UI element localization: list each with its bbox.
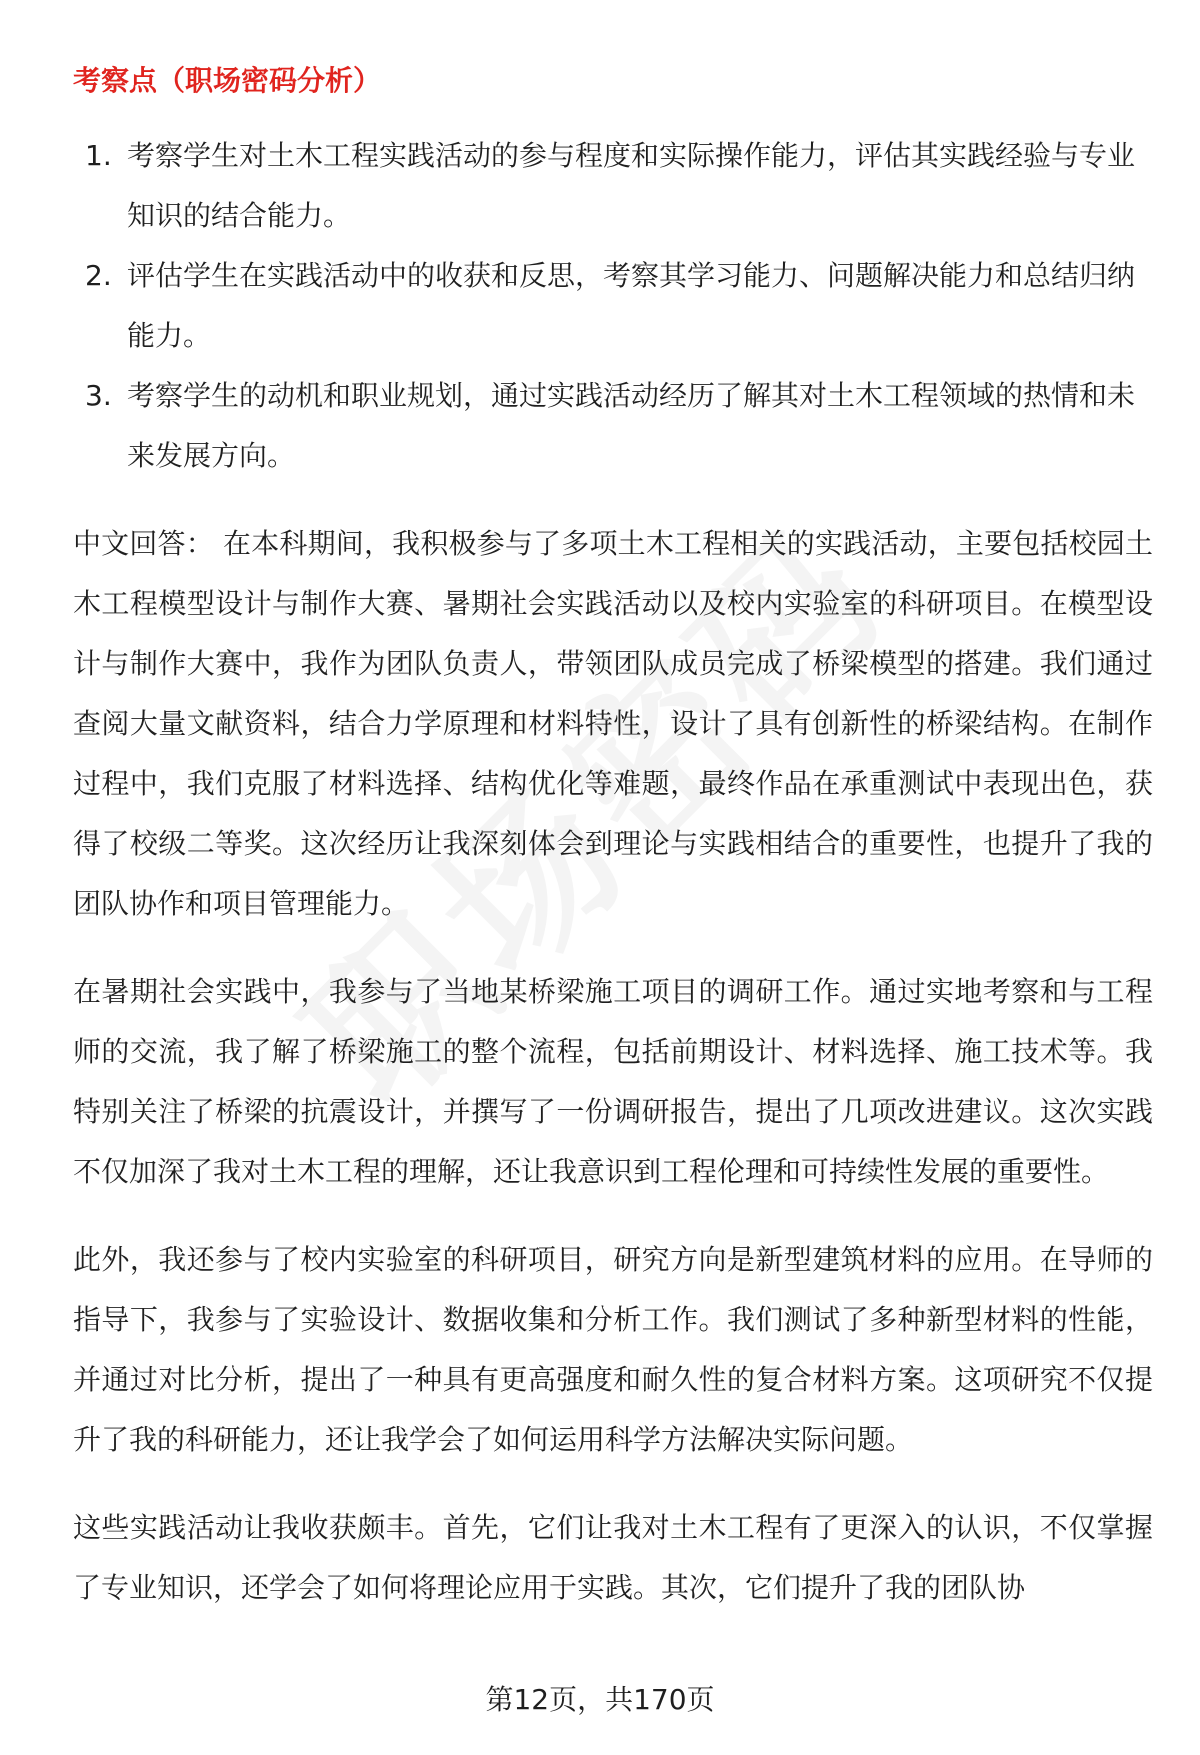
section-title: 考察点（职场密码分析） — [73, 64, 382, 97]
list-item-number: 3. — [85, 379, 112, 412]
answer-paragraph: 此外，我还参与了校内实验室的科研项目，研究方向是新型建筑材料的应用。在导师的指导下，我参与了实验设计、数据收集和分析工作。我们测试了多种新型材料的性能，并通过对比分析，提出了一种具有更高强度和耐久性的复合材料方案。这项研究不仅提升了我的科研能力，还让我学会了如何运用科学方法解决实际问题。 — [73, 1243, 1153, 1456]
list-item — [73, 246, 1153, 366]
answer-paragraph: 中文回答： 在本科期间，我积极参与了多项土木工程相关的实践活动，主要包括校园土木工程模型设计与制作大赛、暑期社会实践活动以及校内实验室的科研项目。在模型设计与制作大赛中，我作为团队负责人，带领团队成员完成了桥梁模型的搭建。我们通过查阅大量文献资料，结合力学原理和材料特性，设计了具有创新性的桥梁结构。在制作过程中，我们克服了材料选择、结构优化等难题，最终作品在承重测试中表现出色，获得了校级二等奖。这次经历让我深刻体会到理论与实践相结合的重要性，也提升了我的团队协作和项目管理能力。 — [73, 527, 1153, 920]
page-content — [73, 56, 1153, 1618]
answer-paragraph: 在暑期社会实践中，我参与了当地某桥梁施工项目的调研工作。通过实地考察和与工程师的交流，我了解了桥梁施工的整个流程，包括前期设计、材料选择、施工技术等。我特别关注了桥梁的抗震设计，并撰写了一份调研报告，提出了几项改进建议。这次实践不仅加深了我对土木工程的理解，还让我意识到工程伦理和可持续性发展的重要性。 — [73, 975, 1153, 1188]
list-item-number: 2. — [85, 259, 112, 292]
list-item-text: 考察学生的动机和职业规划，通过实践活动经历了解其对土木工程领域的热情和未来发展方向。 — [127, 379, 1136, 472]
assessment-points-list — [73, 126, 1153, 486]
answer-paragraph: 这些实践活动让我收获颇丰。首先，它们让我对土木工程有了更深入的认识，不仅掌握了专业知识，还学会了如何将理论应用于实践。其次，它们提升了我的团队协 — [73, 1511, 1153, 1604]
list-item-text: 考察学生对土木工程实践活动的参与程度和实际操作能力，评估其实践经验与专业知识的结合能力。 — [127, 139, 1136, 232]
list-item — [73, 126, 1153, 246]
page-number-footer: 第12页，共170页 — [485, 1683, 715, 1716]
list-item-number: 1. — [85, 139, 112, 172]
list-item-text: 评估学生在实践活动中的收获和反思，考察其学习能力、问题解决能力和总结归纳能力。 — [127, 259, 1136, 352]
list-item — [73, 366, 1153, 486]
